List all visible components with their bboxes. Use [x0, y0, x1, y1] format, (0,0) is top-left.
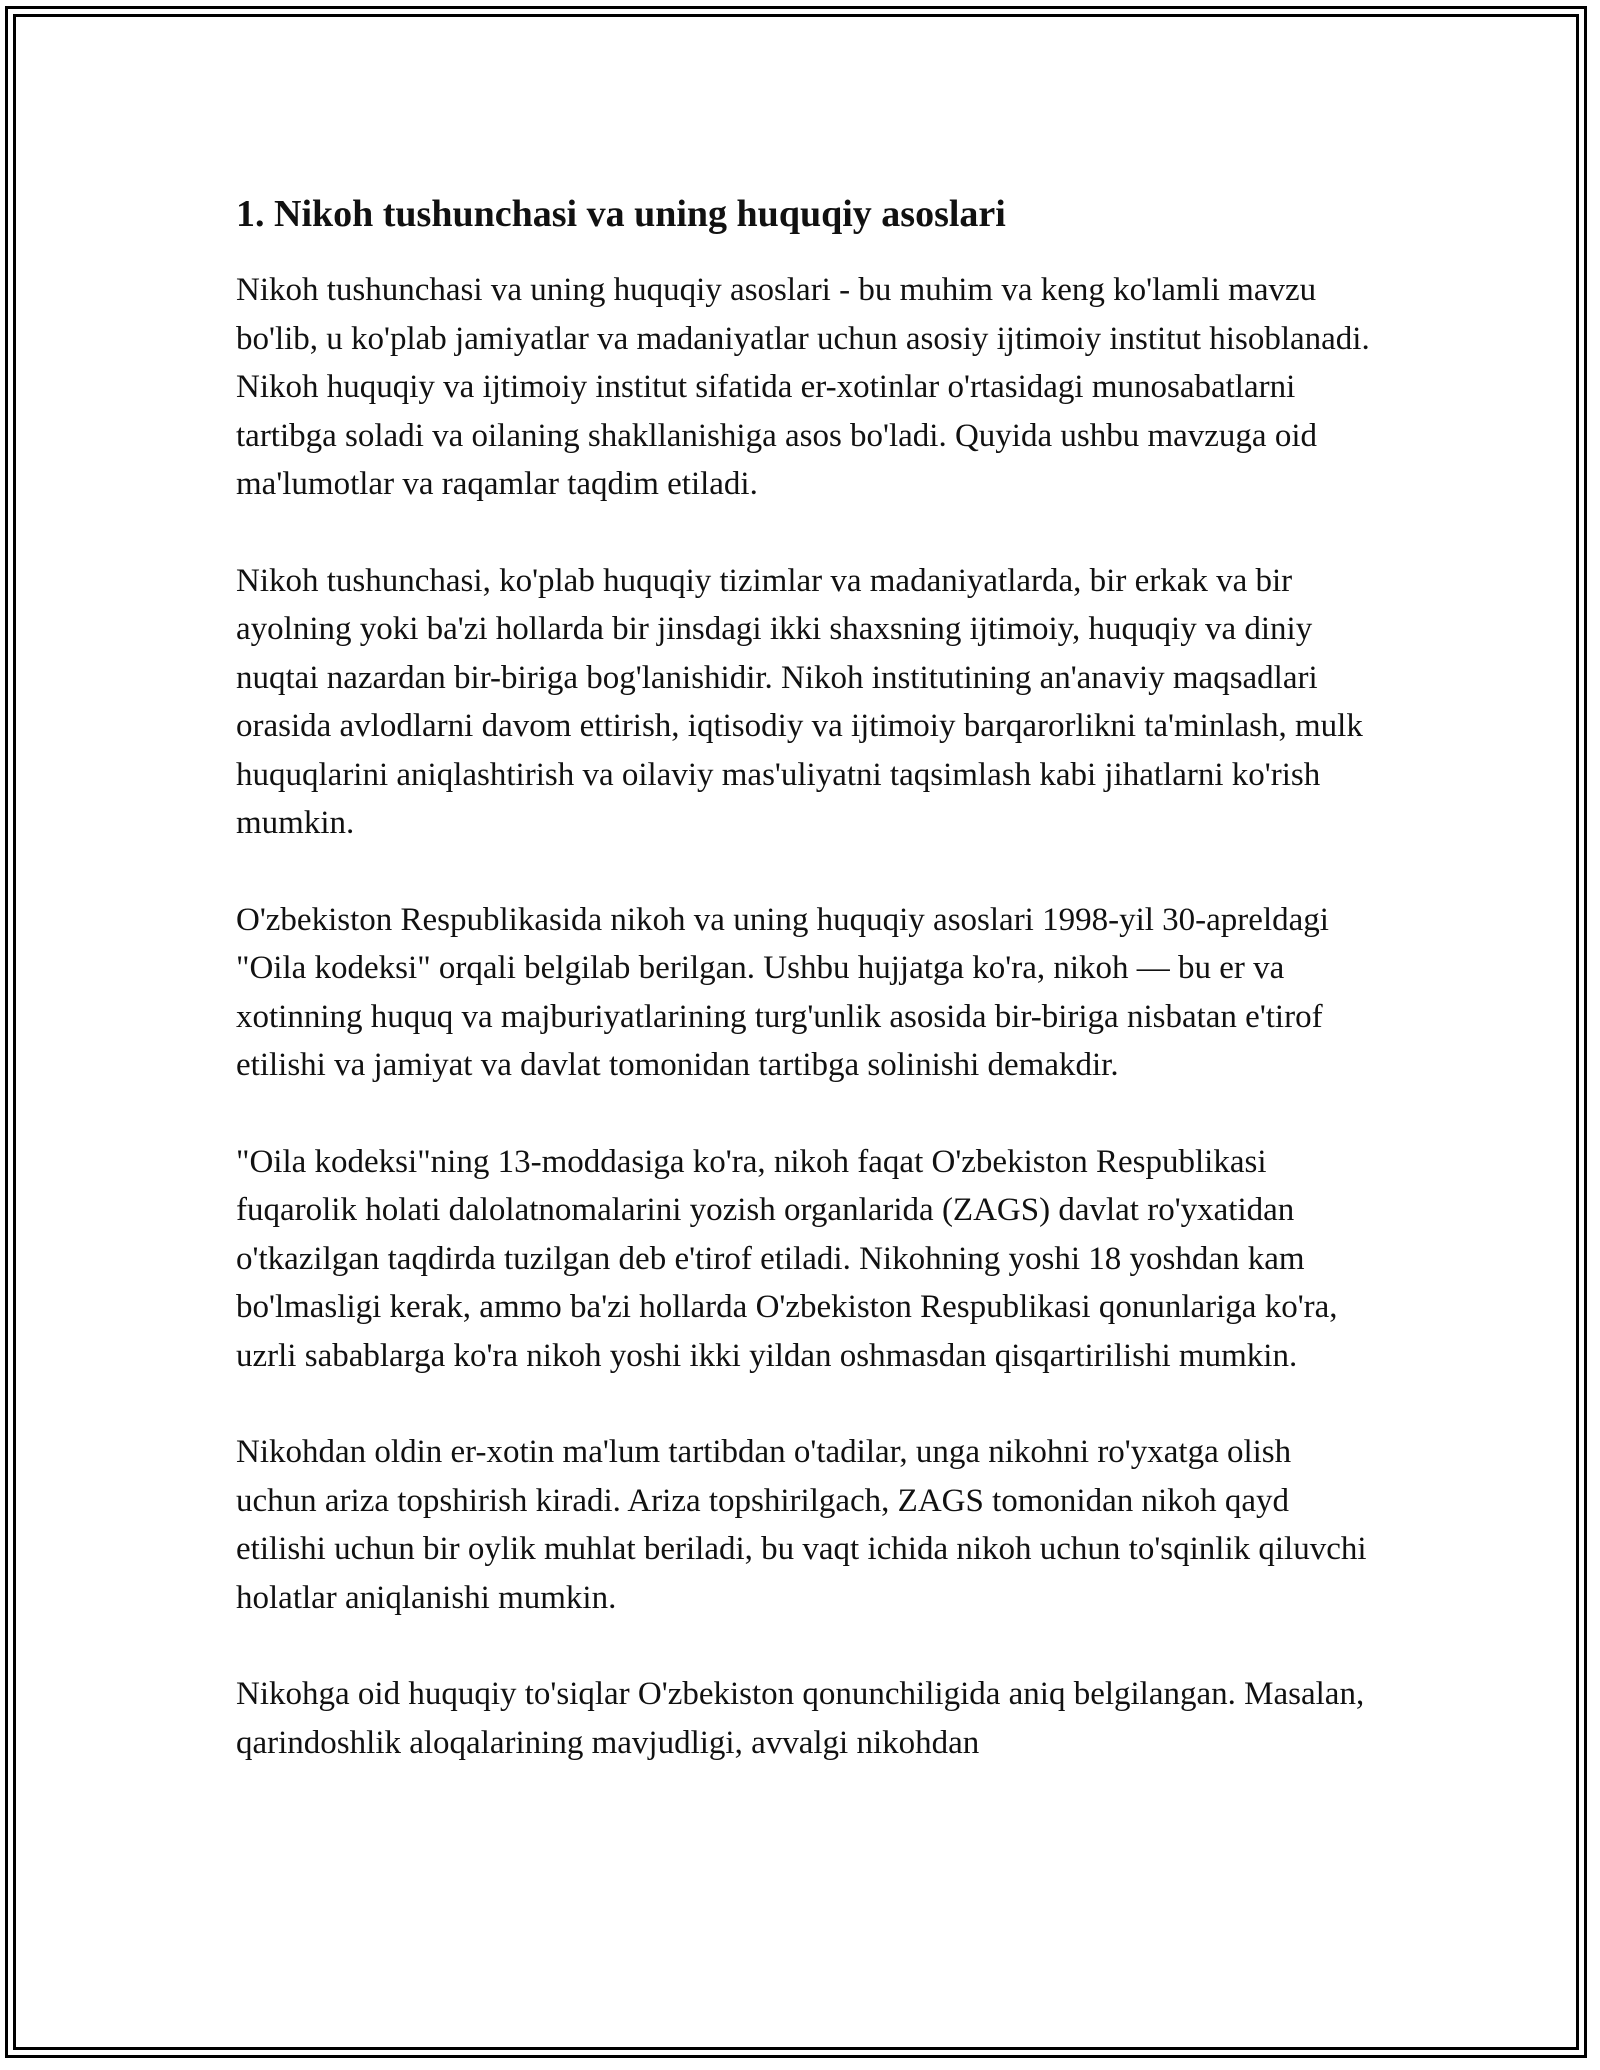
- document-content: [236, 186, 1376, 1815]
- section-heading: 1. Nikoh tushunchasi va uning huquqiy asoslari: [236, 193, 1006, 235]
- paragraph-6: Nikohga oid huquqiy to'siqlar O'zbekiston qonunchiligida aniq belgilangan. Masalan, qarindoshlik aloqalarining mavjudligi, avvalgi nikohdan: [236, 1676, 1365, 1761]
- paragraph-2: Nikoh tushunchasi, ko'plab huquqiy tizimlar va madaniyatlarda, bir erkak va bir ayolning yoki ba'zi hollarda bir jinsdagi ikki shaxsning ijtimoiy, huquqiy va diniy nuqtai nazardan bir-biriga bog'lanishidir. Nikoh institutining an'anaviy maqsadlari orasida avlodlarni davom ettirish, iqtisodiy va ijtimoiy barqarorlikni ta'minlash, mulk huquqlarini aniqlashtirish va oilaviy mas'uliyatni taqsimlash kabi jihatlarni ko'rish mumkin.: [236, 562, 1363, 841]
- paragraph-3: O'zbekiston Respublikasida nikoh va uning huquqiy asoslari 1998-yil 30-apreldagi "Oila kodeksi" orqali belgilab berilgan. Ushbu hujjatga ko'ra, nikoh — bu er va xotinning huquq va majburiyatlarining turg'unlik asosida bir-biriga nisbatan e'tirof etilishi va jamiyat va davlat tomonidan tartibga solinishi demakdir.: [236, 901, 1329, 1083]
- paragraph-5: Nikohdan oldin er-xotin ma'lum tartibdan o'tadilar, unga nikohni ro'yxatga olish uchun ariza topshirish kiradi. Ariza topshirilgach, ZAGS tomonidan nikoh qayd etilishi uchun bir oylik muhlat beriladi, bu vaqt ichida nikoh uchun to'sqinlik qiluvchi holatlar aniqlanishi mumkin.: [236, 1434, 1367, 1616]
- paragraph-1: Nikoh tushunchasi va uning huquqiy asoslari - bu muhim va keng ko'lamli mavzu bo'lib, u ko'plab jamiyatlar va madaniyatlar uchun asosiy ijtimoiy institut hisoblanadi. Nikoh huquqiy va ijtimoiy institut sifatida er-xotinlar o'rtasidagi munosabatlarni tartibga soladi va oilaning shakllanishiga asos bo'ladi. Quyida ushbu mavzuga oid ma'lumotlar va raqamlar taqdim etiladi.: [236, 272, 1370, 502]
- paragraph-4: "Oila kodeksi"ning 13-moddasiga ko'ra, nikoh faqat O'zbekiston Respublikasi fuqarolik holati dalolatnomalarini yozish organlarida (ZAGS) davlat ro'yxatidan o'tkazilgan taqdirda tuzilgan deb e'tirof etiladi. Nikohning yoshi 18 yoshdan kam bo'lmasligi kerak, ammo ba'zi hollarda O'zbekiston Respublikasi qonunlariga ko'ra, uzrli sabablarga ko'ra nikoh yoshi ikki yildan oshmasdan qisqartirilishi mumkin.: [236, 1143, 1338, 1374]
